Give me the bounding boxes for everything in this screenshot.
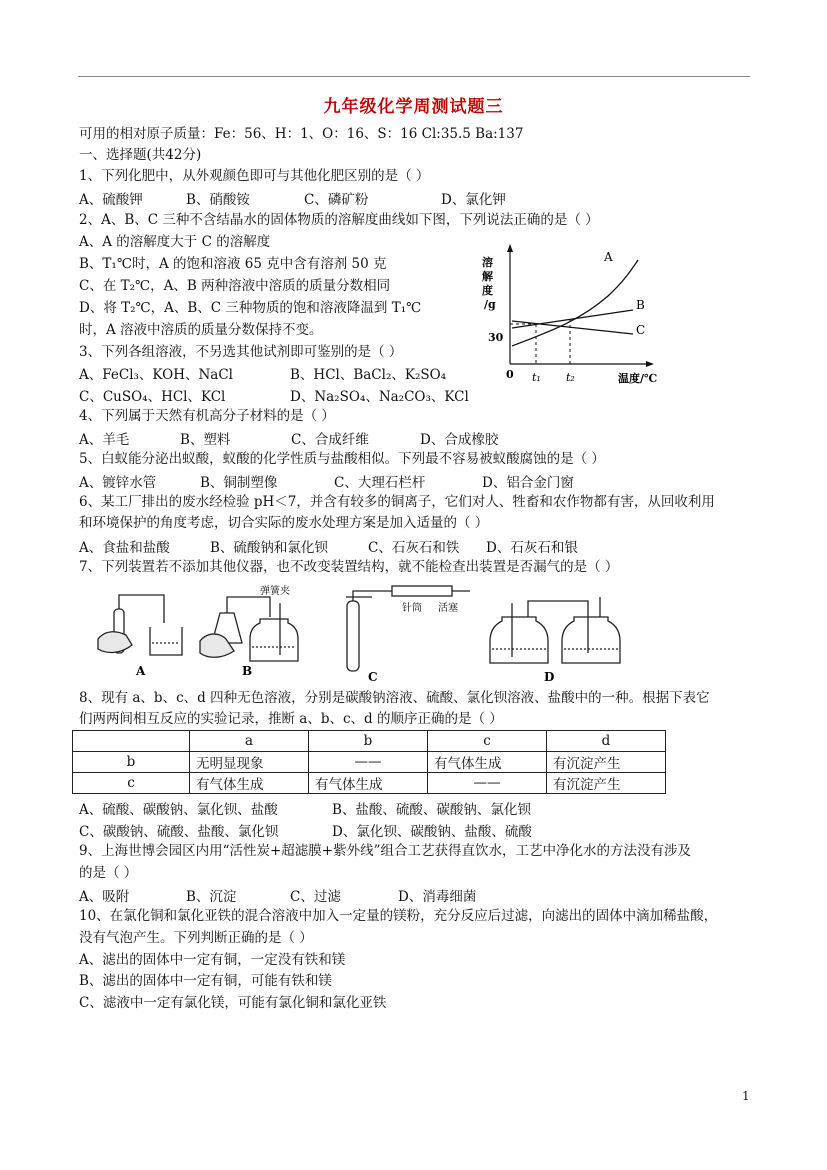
q3-option-d: D、Na₂SO₄、Na₂CO₃、KCl (290, 389, 469, 405)
q9-option-c: C、过滤 (290, 889, 341, 905)
q10-stem-line1: 10、在氯化铜和氯化亚铁的混合溶液中加入一定量的镁粉，充分反应后过滤，向滤出的固体中滴加稀盐酸， (79, 908, 718, 924)
table-header-cell: b (309, 731, 428, 752)
table-header-cell: a (190, 731, 309, 752)
section-heading: 一、选择题(共42分) (79, 147, 202, 163)
q8-option-c: C、碳酸钠、硫酸、盐酸、氯化钡 (79, 824, 279, 840)
q4-option-a: A、羊毛 (79, 432, 130, 448)
curve-a-label: A (604, 250, 613, 264)
q9-stem-line2: 的是（ ） (79, 865, 138, 881)
q3-option-c: C、CuSO₄、HCl、KCl (79, 389, 226, 405)
clip-label: 弹簧夹 (260, 586, 290, 597)
table-cell: 有沉淀产生 (547, 752, 666, 773)
q7-stem: 7、下列装置若不添加其他仪器，也不改变装置结构，就不能检查出装置是否漏气的是（ ） (79, 559, 619, 575)
q9-option-d: D、消毒细菌 (398, 889, 477, 905)
q4-stem: 4、下列属于天然有机高分子材料的是（ ） (79, 408, 335, 424)
page-number: 1 (742, 1089, 750, 1103)
label-c: C (368, 670, 378, 683)
q3-stem: 3、下列各组溶液，不另选其他试剂即可鉴别的是（ ） (79, 344, 403, 360)
header-rule (78, 76, 750, 77)
q1-option-a: A、硫酸钾 (79, 192, 143, 208)
q8-option-d: D、氯化钡、碳酸钠、盐酸、硫酸 (332, 824, 532, 840)
q5-option-a: A、镀锌水管 (79, 475, 157, 491)
q3-option-a: A、FeCl₃、KOH、NaCl (79, 367, 233, 383)
q6-option-a: A、食盐和盐酸 (79, 540, 170, 556)
q8-stem-line2: 们两两间相互反应的实验记录，推断 a、b、c、d 的顺序正确的是（ ） (79, 711, 503, 727)
table-header-row (73, 731, 666, 752)
y-label-1: 溶 (482, 256, 493, 269)
solubility-curve-figure (478, 240, 688, 390)
q2-option-b: B、T₁℃时，A 的饱和溶液 65 克中含有溶剂 50 克 (79, 256, 387, 272)
t1-label: t₁ (532, 371, 541, 384)
q8-stem-line1: 8、现有 a、b、c、d 四种无色溶液，分别是碳酸钠溶液、硫酸、氯化钡溶液、盐酸中的一种。根据下表它 (79, 690, 710, 706)
reaction-table (72, 730, 666, 794)
apparatus-d (490, 597, 620, 663)
q10-stem-line2: 没有气泡产生。下列判断正确的是（ ） (79, 930, 313, 946)
q6-option-b: B、硫酸钠和氯化钡 (210, 540, 328, 556)
table-cell: 有气体生成 (309, 773, 428, 794)
needle-label: 针筒 (402, 603, 422, 614)
table-cell: 有气体生成 (190, 773, 309, 794)
q4-option-b: B、塑料 (180, 432, 231, 448)
apparatus-b (200, 597, 298, 661)
origin-label: 0 (506, 368, 514, 381)
curve-b-label: B (636, 298, 645, 312)
x-axis-arrow (646, 361, 654, 367)
piston-label: 活塞 (438, 603, 458, 614)
label-d: D (544, 670, 555, 683)
apparatus-c (346, 586, 470, 671)
table-header-cell: c (428, 731, 547, 752)
table-cell: b (73, 752, 190, 773)
label-b: B (242, 664, 253, 678)
q1-stem: 1、下列化肥中，从外观颜色即可与其他化肥区别的是（ ） (79, 168, 430, 184)
apparatus-figure (92, 583, 652, 683)
q1-option-c: C、磷矿粉 (304, 192, 369, 208)
q5-option-d: D、铝合金门窗 (482, 475, 574, 491)
q1-option-d: D、氯化钾 (441, 192, 506, 208)
q9-option-a: A、吸附 (79, 889, 130, 905)
q5-option-b: B、铜制塑像 (200, 475, 278, 491)
table-cell: —— (309, 752, 428, 773)
page-title: 九年级化学周测试题三 (323, 97, 504, 117)
y-label-4: /g (484, 298, 496, 311)
q6-stem-line1: 6、某工厂排出的废水经检验 pH＜7，并含有较多的铜离子，它们对人、牲畜和农作物都有害，从回收利用 (79, 494, 715, 510)
table-row (73, 773, 666, 794)
table-cell: 有沉淀产生 (547, 773, 666, 794)
table-header-cell (73, 731, 190, 752)
atomic-masses: 可用的相对原子质量：Fe：56、H：1、O：16、S：16 Cl:35.5 Ba:137 (79, 126, 524, 142)
q2-option-a: A、A 的溶解度大于 C 的溶解度 (79, 234, 271, 250)
label-a: A (136, 664, 146, 678)
q10-option-a: A、滤出的固体中一定有铜，一定没有铁和镁 (79, 952, 346, 968)
q4-option-c: C、合成纤维 (291, 432, 369, 448)
y-tick-30: 30 (488, 331, 504, 344)
q8-option-b: B、盐酸、硫酸、碳酸钠、氯化钡 (332, 802, 531, 818)
curve-c (512, 321, 633, 334)
q8-option-a: A、硫酸、碳酸钠、氯化钡、盐酸 (79, 802, 278, 818)
q10-option-c: C、滤液中一定有氯化镁，可能有氯化铜和氯化亚铁 (79, 995, 387, 1011)
q9-stem-line1: 9、上海世博会园区内用“活性炭+超滤膜+紫外线”组合工艺获得直饮水，工艺中净化水的方法没有涉及 (79, 843, 692, 859)
q10-option-b: B、滤出的固体中一定有铜，可能有铁和镁 (79, 973, 332, 989)
q3-option-b: B、HCl、BaCl₂、K₂SO₄ (290, 367, 447, 383)
q6-option-d: D、石灰石和银 (486, 540, 578, 556)
table-cell: —— (428, 773, 547, 794)
q2-option-d-line1: D、将 T₂℃，A、B、C 三种物质的饱和溶液降温到 T₁℃ (79, 300, 422, 316)
apparatus-a (98, 595, 182, 655)
y-label-3: 度 (482, 284, 493, 297)
x-axis-label: 温度/℃ (618, 372, 658, 385)
table-cell: c (73, 773, 190, 794)
q2-option-c: C、在 T₂℃，A、B 两种溶液中溶质的质量分数相同 (79, 278, 391, 294)
q9-option-b: B、沉淀 (186, 889, 237, 905)
y-axis-arrow (507, 244, 513, 252)
y-label-2: 解 (482, 270, 493, 283)
table-cell: 无明显现象 (190, 752, 309, 773)
t2-label: t₂ (566, 371, 575, 384)
table-cell: 有气体生成 (428, 752, 547, 773)
q2-option-d-line2: 时，A 溶液中溶质的质量分数保持不变。 (79, 322, 323, 338)
curve-b (512, 310, 633, 328)
q4-option-d: D、合成橡胶 (420, 432, 499, 448)
table-row (73, 752, 666, 773)
q2-stem: 2、A、B、C 三种不含结晶水的固体物质的溶解度曲线如下图，下列说法正确的是（ ） (79, 212, 599, 228)
table-header-cell: d (547, 731, 666, 752)
q1-option-b: B、硝酸铵 (186, 192, 250, 208)
q5-stem: 5、白蚁能分泌出蚁酸，蚁酸的化学性质与盐酸相似。下列最不容易被蚁酸腐蚀的是（ ） (79, 451, 605, 467)
q6-stem-line2: 和环境保护的角度考虑，切合实际的废水处理方案是加入适量的（ ） (79, 515, 489, 531)
q5-option-c: C、大理石栏杆 (334, 475, 426, 491)
q6-option-c: C、石灰石和铁 (368, 540, 460, 556)
curve-c-label: C (636, 323, 646, 337)
